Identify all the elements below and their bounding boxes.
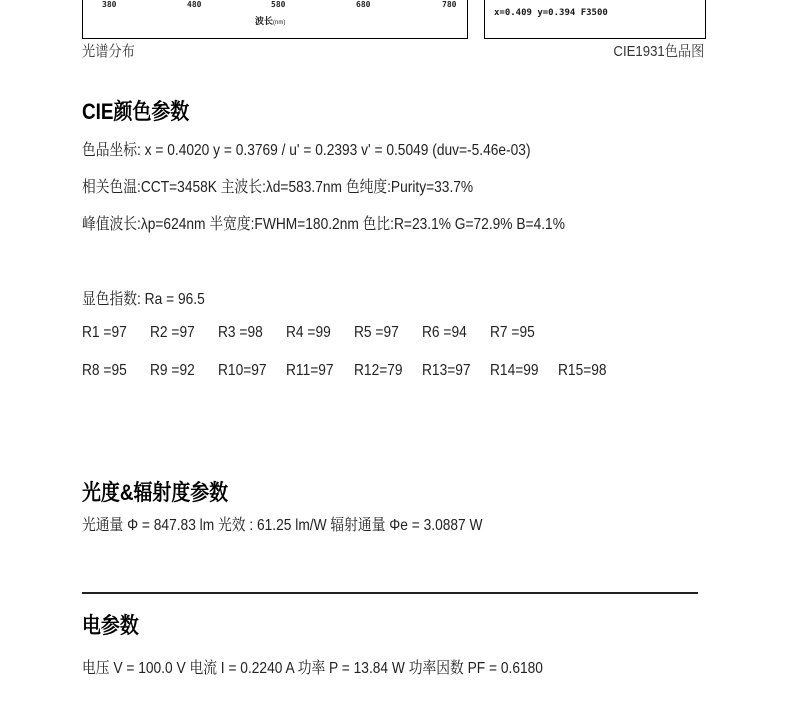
cri-value: R4 =99 <box>286 324 331 341</box>
cri-value: R6 =94 <box>422 324 467 341</box>
color-section-title: CIE颜色参数 <box>82 99 190 124</box>
x-tick: 480 <box>187 0 202 9</box>
x-tick: 580 <box>271 0 286 9</box>
photometric-section-title: 光度&辐射度参数 <box>82 480 229 505</box>
cct-line: 相关色温:CCT=3458K 主波长:λd=583.7nm 色纯度:Purity=33.7% <box>82 179 474 196</box>
chromaticity-line: 色品坐标: x = 0.4020 y = 0.3769 / u' = 0.2393 v' = 0.5049 (duv=-5.46e-03) <box>82 142 531 159</box>
cri-value: R3 =98 <box>218 324 263 341</box>
electrical-line: 电压 V = 100.0 V 电流 I = 0.2240 A 功率 P = 13.84 W 功率因数 PF = 0.6180 <box>82 660 543 677</box>
cri-value: R14=99 <box>490 362 539 379</box>
cri-value: R10=97 <box>218 362 267 379</box>
cie-plot <box>484 0 706 39</box>
x-tick: 780 <box>442 0 457 9</box>
electrical-section-title: 电参数 <box>82 613 139 638</box>
cri-value: R15=98 <box>558 362 607 379</box>
ra-line: 显色指数: Ra = 96.5 <box>82 291 205 308</box>
photometric-line: 光通量 Φ = 847.83 lm 光效 : 61.25 lm/W 辐射通量 Φe = 3.0887 W <box>82 517 483 534</box>
peak-line: 峰值波长:λp=624nm 半宽度:FWHM=180.2nm 色比:R=23.1% G=72.9% B=4.1% <box>82 216 565 233</box>
section-divider <box>82 592 698 594</box>
cri-value: R7 =95 <box>490 324 535 341</box>
cri-value: R12=79 <box>354 362 403 379</box>
cri-value: R2 =97 <box>150 324 195 341</box>
cri-value: R1 =97 <box>82 324 127 341</box>
cri-value: R5 =97 <box>354 324 399 341</box>
x-tick: 680 <box>356 0 371 9</box>
cri-value: R13=97 <box>422 362 471 379</box>
spectrum-plot <box>82 0 468 39</box>
cri-value: R9 =92 <box>150 362 195 379</box>
cri-value: R8 =95 <box>82 362 127 379</box>
x-tick: 380 <box>102 0 117 9</box>
cie-caption: CIE1931色品图 <box>613 43 704 60</box>
cri-value: R11=97 <box>286 362 334 379</box>
x-axis-label: 波长(nm) <box>255 16 286 26</box>
cie-readout: x=0.409 y=0.394 F3500 <box>494 8 608 18</box>
spectrum-caption: 光谱分布 <box>82 43 135 60</box>
